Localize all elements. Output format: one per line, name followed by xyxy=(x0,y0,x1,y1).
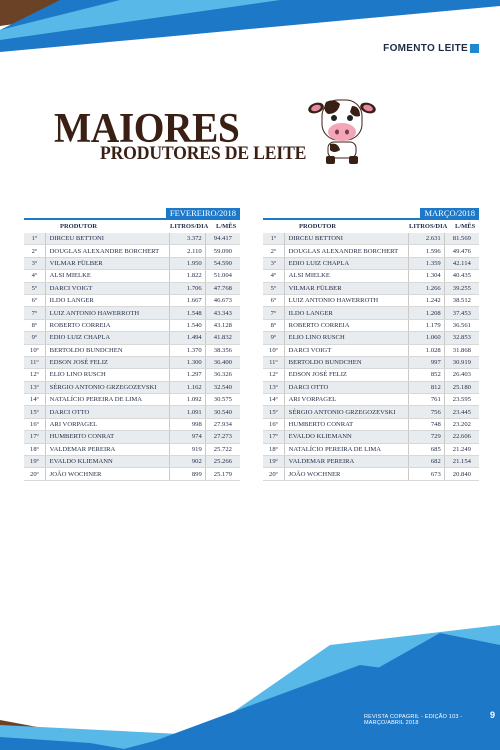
table-row xyxy=(263,369,479,381)
liters-per-day: 1.208 xyxy=(408,307,444,319)
liters-per-month: 41.832 xyxy=(205,332,240,344)
producer-name: VALDEMAR PEREIRA xyxy=(284,456,408,468)
table-row xyxy=(263,245,479,257)
cow-illustration xyxy=(308,96,376,168)
producer-name: LUIZ ANTONIO HAWERROTH xyxy=(45,307,169,319)
liters-per-month: 46.673 xyxy=(205,294,240,306)
liters-per-month: 43.343 xyxy=(205,307,240,319)
rank-position: 15º xyxy=(24,406,45,418)
rank-position: 16º xyxy=(24,418,45,430)
liters-per-day: 1.242 xyxy=(408,294,444,306)
column-header-l-mes: L/MÊS xyxy=(455,223,476,230)
liters-per-month: 38.512 xyxy=(444,294,479,306)
liters-per-day: 682 xyxy=(408,456,444,468)
table-row xyxy=(24,418,240,430)
liters-per-day: 1.370 xyxy=(169,344,205,356)
table-row xyxy=(263,282,479,294)
liters-per-month: 30.919 xyxy=(444,356,479,368)
producer-name: DARCI VOIGT xyxy=(284,344,408,356)
rank-position: 15º xyxy=(263,406,284,418)
liters-per-month: 54.590 xyxy=(205,257,240,269)
liters-per-day: 1.300 xyxy=(169,356,205,368)
liters-per-day: 1.596 xyxy=(408,245,444,257)
table-row xyxy=(24,394,240,406)
rank-position: 10º xyxy=(263,344,284,356)
liters-per-month: 37.453 xyxy=(444,307,479,319)
rank-position: 3º xyxy=(263,257,284,269)
rank-position: 19º xyxy=(24,456,45,468)
table-header xyxy=(263,219,479,233)
producer-name: ELIO LINO RUSCH xyxy=(284,332,408,344)
month-label: MARÇO/2018 xyxy=(420,208,479,218)
liters-per-day: 1.060 xyxy=(408,332,444,344)
table-row xyxy=(24,282,240,294)
rank-position: 13º xyxy=(24,381,45,393)
liters-per-day: 1.950 xyxy=(169,257,205,269)
rank-position: 5º xyxy=(263,282,284,294)
liters-per-month: 20.840 xyxy=(444,468,479,480)
liters-per-day: 1.266 xyxy=(408,282,444,294)
liters-per-day: 729 xyxy=(408,431,444,443)
rank-position: 4º xyxy=(24,270,45,282)
liters-per-day: 761 xyxy=(408,394,444,406)
producer-name: ARI VORPAGEL xyxy=(284,394,408,406)
rank-position: 16º xyxy=(263,418,284,430)
table-row xyxy=(24,294,240,306)
producer-name: ELIO LINO RUSCH xyxy=(45,369,169,381)
table-row xyxy=(263,456,479,468)
liters-per-day: 1.179 xyxy=(408,319,444,331)
table-row xyxy=(24,369,240,381)
page-subtitle: PRODUTORES DE LEITE xyxy=(100,143,307,164)
table-row xyxy=(24,344,240,356)
liters-per-month: 59.090 xyxy=(205,245,240,257)
ranking-table-marco xyxy=(263,208,479,481)
producer-name: EDIO LUIZ CHAPLA xyxy=(45,332,169,344)
liters-per-month: 23.595 xyxy=(444,394,479,406)
table-row xyxy=(24,307,240,319)
producer-name: EDIO LUIZ CHAPLA xyxy=(284,257,408,269)
rank-position: 14º xyxy=(263,394,284,406)
section-marker xyxy=(470,44,479,53)
producer-name: HUMBERTO CONRAT xyxy=(284,418,408,430)
rank-position: 5º xyxy=(24,282,45,294)
ranking-rows xyxy=(263,233,479,481)
liters-per-month: 27.273 xyxy=(205,431,240,443)
producer-name: ALSI MIELKE xyxy=(45,270,169,282)
table-row xyxy=(24,456,240,468)
table-row xyxy=(24,468,240,480)
liters-per-month: 25.722 xyxy=(205,443,240,455)
table-header xyxy=(24,219,240,233)
producer-name: DOUGLAS ALEXANDRE BORCHERT xyxy=(284,245,408,257)
liters-per-day: 2.631 xyxy=(408,233,444,245)
rank-position: 8º xyxy=(263,319,284,331)
rank-position: 11º xyxy=(24,356,45,368)
liters-per-month: 36.400 xyxy=(205,356,240,368)
rank-position: 6º xyxy=(24,294,45,306)
table-row xyxy=(263,332,479,344)
producer-name: DARCI OTTO xyxy=(284,381,408,393)
table-row xyxy=(24,356,240,368)
liters-per-day: 756 xyxy=(408,406,444,418)
rank-position: 4º xyxy=(263,270,284,282)
rank-position: 11º xyxy=(263,356,284,368)
producer-name: BERTOLDO BUNDCHEN xyxy=(45,344,169,356)
table-row xyxy=(263,344,479,356)
producer-name: DIRCEU BETTONI xyxy=(45,233,169,245)
producer-name: ALSI MIELKE xyxy=(284,270,408,282)
producer-name: NATALÍCIO PEREIRA DE LIMA xyxy=(45,394,169,406)
liters-per-day: 673 xyxy=(408,468,444,480)
rank-position: 7º xyxy=(24,307,45,319)
rank-position: 17º xyxy=(24,431,45,443)
rank-position: 18º xyxy=(24,443,45,455)
table-row xyxy=(24,257,240,269)
liters-per-month: 43.128 xyxy=(205,319,240,331)
table-row xyxy=(263,307,479,319)
table-row xyxy=(263,443,479,455)
liters-per-day: 902 xyxy=(169,456,205,468)
liters-per-day: 1.706 xyxy=(169,282,205,294)
rank-position: 1º xyxy=(24,233,45,245)
table-row xyxy=(24,245,240,257)
producer-name: ILDO LANGER xyxy=(284,307,408,319)
liters-per-month: 39.255 xyxy=(444,282,479,294)
liters-per-day: 919 xyxy=(169,443,205,455)
rank-position: 13º xyxy=(263,381,284,393)
liters-per-month: 42.114 xyxy=(444,257,479,269)
rank-position: 3º xyxy=(24,257,45,269)
producer-name: DARCI OTTO xyxy=(45,406,169,418)
liters-per-month: 21.249 xyxy=(444,443,479,455)
producer-name: EVALDO KLIEMANN xyxy=(45,456,169,468)
liters-per-month: 21.154 xyxy=(444,456,479,468)
rank-position: 12º xyxy=(24,369,45,381)
column-header-litros-dia: LITROS/DIA xyxy=(170,223,209,230)
producer-name: ARI VORPAGEL xyxy=(45,418,169,430)
producer-name: VALDEMAR PEREIRA xyxy=(45,443,169,455)
liters-per-day: 1.162 xyxy=(169,381,205,393)
liters-per-month: 26.403 xyxy=(444,369,479,381)
liters-per-month: 25.266 xyxy=(205,456,240,468)
producer-name: JOÃO WOCHNER xyxy=(45,468,169,480)
liters-per-day: 1.091 xyxy=(169,406,205,418)
liters-per-month: 25.179 xyxy=(205,468,240,480)
ranking-table-fevereiro xyxy=(24,208,240,481)
liters-per-day: 1.822 xyxy=(169,270,205,282)
producer-name: VILMAR FÜLBER xyxy=(45,257,169,269)
liters-per-month: 36.561 xyxy=(444,319,479,331)
liters-per-day: 852 xyxy=(408,369,444,381)
table-row xyxy=(263,394,479,406)
section-label: FOMENTO LEITE xyxy=(383,43,468,54)
liters-per-day: 899 xyxy=(169,468,205,480)
table-row xyxy=(24,443,240,455)
table-row xyxy=(263,381,479,393)
liters-per-day: 1.494 xyxy=(169,332,205,344)
rank-position: 8º xyxy=(24,319,45,331)
table-row xyxy=(24,381,240,393)
rank-position: 17º xyxy=(263,431,284,443)
liters-per-day: 748 xyxy=(408,418,444,430)
liters-per-month: 36.326 xyxy=(205,369,240,381)
liters-per-month: 30.575 xyxy=(205,394,240,406)
table-row xyxy=(24,319,240,331)
liters-per-day: 1.667 xyxy=(169,294,205,306)
table-row xyxy=(24,431,240,443)
liters-per-day: 1.092 xyxy=(169,394,205,406)
footer-edition: REVISTA COPAGRIL - EDIÇÃO 103 - MARÇO/ABRIL 2018 xyxy=(364,714,463,726)
liters-per-month: 27.934 xyxy=(205,418,240,430)
table-row xyxy=(24,233,240,245)
rank-position: 9º xyxy=(263,332,284,344)
column-header-l-mes: L/MÊS xyxy=(216,223,237,230)
bottom-wave-decoration xyxy=(0,625,500,750)
liters-per-month: 51.004 xyxy=(205,270,240,282)
liters-per-day: 1.359 xyxy=(408,257,444,269)
producer-name: NATALÍCIO PEREIRA DE LIMA xyxy=(284,443,408,455)
column-header-produtor: PRODUTOR xyxy=(60,223,98,230)
rank-position: 2º xyxy=(24,245,45,257)
page-title: MAIORES xyxy=(54,106,240,152)
table-row xyxy=(24,406,240,418)
liters-per-day: 1.540 xyxy=(169,319,205,331)
rank-position: 20º xyxy=(24,468,45,480)
rank-position: 2º xyxy=(263,245,284,257)
liters-per-day: 1.548 xyxy=(169,307,205,319)
producer-name: VILMAR FÜLBER xyxy=(284,282,408,294)
liters-per-month: 23.202 xyxy=(444,418,479,430)
liters-per-month: 23.445 xyxy=(444,406,479,418)
rank-position: 18º xyxy=(263,443,284,455)
liters-per-day: 1.297 xyxy=(169,369,205,381)
rank-position: 12º xyxy=(263,369,284,381)
liters-per-day: 997 xyxy=(408,356,444,368)
producer-name: ROBERTO CORREIA xyxy=(284,319,408,331)
rank-position: 7º xyxy=(263,307,284,319)
table-row xyxy=(263,356,479,368)
producer-name: JOÃO WOCHNER xyxy=(284,468,408,480)
page-number: 9 xyxy=(490,710,496,720)
liters-per-month: 94.417 xyxy=(205,233,240,245)
liters-per-month: 49.476 xyxy=(444,245,479,257)
liters-per-month: 30.540 xyxy=(205,406,240,418)
liters-per-month: 31.868 xyxy=(444,344,479,356)
producer-name: ILDO LANGER xyxy=(45,294,169,306)
liters-per-day: 1.304 xyxy=(408,270,444,282)
table-row xyxy=(263,418,479,430)
liters-per-day: 812 xyxy=(408,381,444,393)
table-row xyxy=(24,332,240,344)
table-row xyxy=(263,431,479,443)
rank-position: 6º xyxy=(263,294,284,306)
liters-per-month: 38.356 xyxy=(205,344,240,356)
producer-name: DARCI VOIGT xyxy=(45,282,169,294)
table-row xyxy=(263,468,479,480)
producer-name: HUMBERTO CONRAT xyxy=(45,431,169,443)
liters-per-month: 81.569 xyxy=(444,233,479,245)
liters-per-day: 974 xyxy=(169,431,205,443)
table-row xyxy=(24,270,240,282)
producer-name: DOUGLAS ALEXANDRE BORCHERT xyxy=(45,245,169,257)
rank-position: 1º xyxy=(263,233,284,245)
table-row xyxy=(263,257,479,269)
table-row xyxy=(263,270,479,282)
rank-position: 9º xyxy=(24,332,45,344)
column-header-produtor: PRODUTOR xyxy=(299,223,337,230)
liters-per-day: 2.110 xyxy=(169,245,205,257)
liters-per-month: 47.768 xyxy=(205,282,240,294)
rank-position: 10º xyxy=(24,344,45,356)
producer-name: LUIZ ANTONIO HAWERROTH xyxy=(284,294,408,306)
liters-per-day: 998 xyxy=(169,418,205,430)
liters-per-month: 25.180 xyxy=(444,381,479,393)
producer-name: SÉRGIO ANTONIO GRZEGOZEVSKI xyxy=(284,406,408,418)
producer-name: SÉRGIO ANTONIO GRZEGOZEVSKI xyxy=(45,381,169,393)
month-label: FEVEREIRO/2018 xyxy=(166,208,240,218)
rank-position: 19º xyxy=(263,456,284,468)
producer-name: EVALDO KLIEMANN xyxy=(284,431,408,443)
ranking-rows xyxy=(24,233,240,481)
producer-name: DIRCEU BETTONI xyxy=(284,233,408,245)
liters-per-day: 685 xyxy=(408,443,444,455)
producer-name: EDSON JOSÉ FELIZ xyxy=(45,356,169,368)
liters-per-month: 32.853 xyxy=(444,332,479,344)
table-row xyxy=(263,406,479,418)
liters-per-month: 32.540 xyxy=(205,381,240,393)
table-row xyxy=(263,233,479,245)
table-row xyxy=(263,294,479,306)
column-header-litros-dia: LITROS/DIA xyxy=(409,223,448,230)
producer-name: ROBERTO CORREIA xyxy=(45,319,169,331)
table-row xyxy=(263,319,479,331)
liters-per-day: 1.028 xyxy=(408,344,444,356)
liters-per-month: 22.606 xyxy=(444,431,479,443)
producer-name: EDSON JOSÉ FELIZ xyxy=(284,369,408,381)
rank-position: 20º xyxy=(263,468,284,480)
rank-position: 14º xyxy=(24,394,45,406)
liters-per-day: 3.372 xyxy=(169,233,205,245)
producer-name: BERTOLDO BUNDCHEN xyxy=(284,356,408,368)
liters-per-month: 40.435 xyxy=(444,270,479,282)
